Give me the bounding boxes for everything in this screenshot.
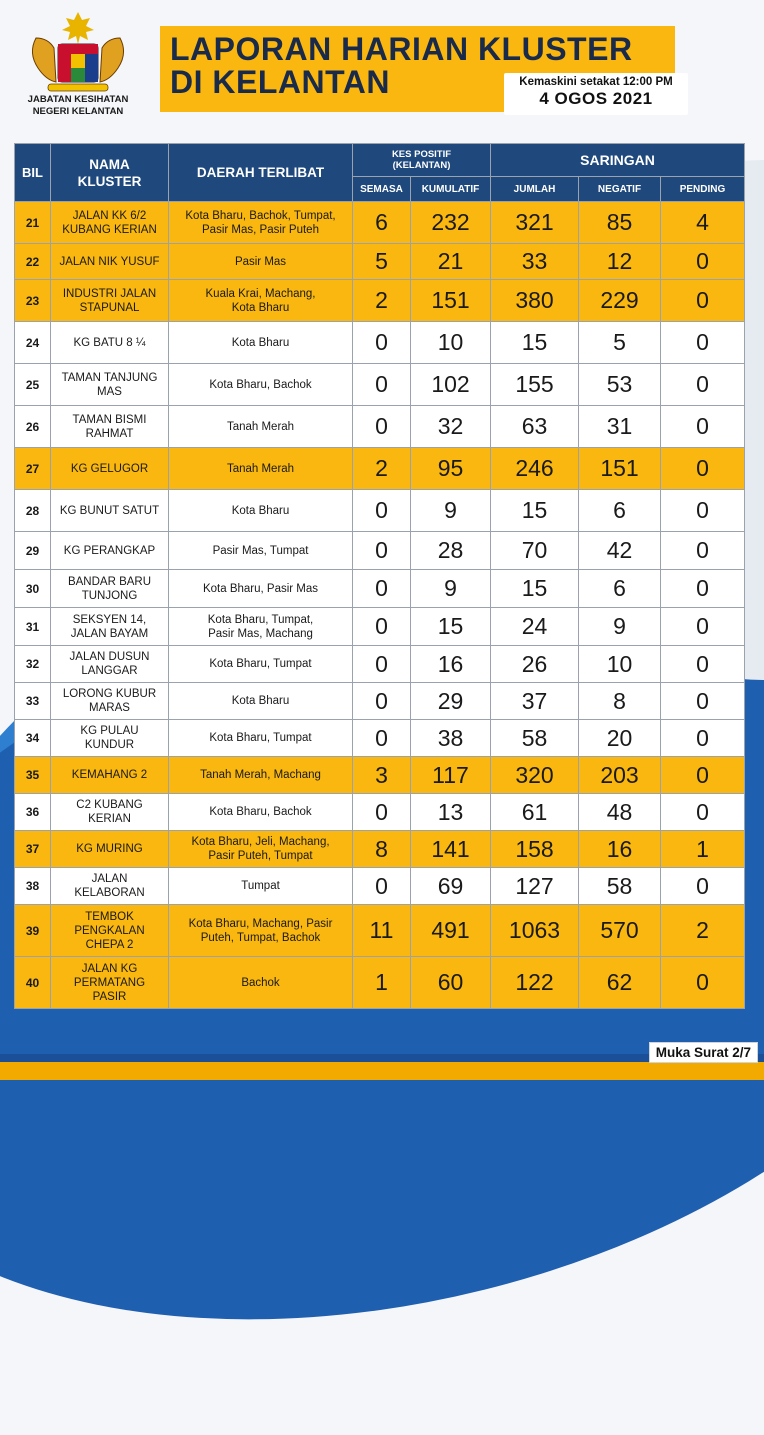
cluster-name-line: PERMATANG: [73, 976, 146, 989]
cell-bil: 31: [15, 608, 51, 646]
cell-bil: 29: [15, 532, 51, 570]
cluster-name-line: KEMAHANG 2: [71, 769, 148, 781]
cluster-name-line: JALAN: [91, 873, 128, 885]
table-row: [15, 794, 745, 831]
table-row: [15, 608, 745, 646]
cluster-name-line: PASIR: [92, 990, 127, 1003]
table-row: [15, 905, 745, 957]
cell-nama-kluster: [51, 646, 169, 683]
cell-jumlah: 158: [491, 831, 579, 868]
district-line: Kuala Krai, Machang,: [205, 287, 316, 300]
cell-semasa: 0: [353, 364, 411, 406]
district-line: Kota Bharu, Tumpat,: [207, 613, 314, 626]
cluster-name-line: KG PULAU: [80, 725, 139, 737]
cell-pending: 0: [661, 406, 745, 448]
cluster-name-line: JALAN NIK YUSUF: [59, 255, 160, 268]
district-line: Bachok: [241, 976, 280, 989]
cluster-name-line: TAMAN TANJUNG: [61, 371, 158, 384]
cell-kumulatif: 38: [411, 720, 491, 757]
cell-jumlah: 127: [491, 868, 579, 905]
cell-daerah: [169, 322, 353, 364]
district-line: Tanah Merah: [226, 462, 295, 475]
header-nama-line2: KLUSTER: [77, 173, 142, 189]
cell-semasa: 5: [353, 244, 411, 280]
cell-daerah: [169, 364, 353, 406]
cell-jumlah: 15: [491, 490, 579, 532]
header-jumlah: JUMLAH: [491, 177, 579, 202]
table-row: [15, 646, 745, 683]
cluster-name-line: MARAS: [89, 702, 130, 714]
cell-semasa: 0: [353, 683, 411, 720]
cell-nama-kluster: [51, 757, 169, 794]
cell-nama-kluster: [51, 406, 169, 448]
cell-semasa: 0: [353, 570, 411, 608]
cell-negatif: 6: [579, 490, 661, 532]
cell-daerah: [169, 720, 353, 757]
cell-bil: 34: [15, 720, 51, 757]
table-row: [15, 364, 745, 406]
district-line: Kota Bharu, Tumpat: [209, 732, 312, 744]
cluster-name-line: KG BATU 8 ¼: [73, 336, 146, 349]
cluster-name-line: KERIAN: [88, 813, 131, 825]
cell-nama-kluster: [51, 280, 169, 322]
cell-jumlah: 15: [491, 322, 579, 364]
cell-pending: 0: [661, 322, 745, 364]
district-line: Kota Bharu: [231, 336, 290, 349]
cell-jumlah: 122: [491, 957, 579, 1009]
cell-pending: 0: [661, 757, 745, 794]
cell-kumulatif: 141: [411, 831, 491, 868]
district-line: Kota Bharu, Bachok: [209, 806, 312, 818]
cluster-name-line: LANGGAR: [81, 665, 138, 677]
update-date: 4 OGOS 2021: [539, 89, 653, 108]
cell-semasa: 11: [353, 905, 411, 957]
cell-negatif: 10: [579, 646, 661, 683]
district-line: Puteh, Tumpat, Bachok: [200, 931, 321, 944]
header-semasa: SEMASA: [353, 177, 411, 202]
cell-nama-kluster: [51, 608, 169, 646]
cluster-name-line: TUNJONG: [81, 589, 138, 602]
table-row: [15, 202, 745, 244]
cell-jumlah: 246: [491, 448, 579, 490]
cluster-name-line: JALAN KK 6/2: [72, 209, 147, 222]
cluster-name-line: KG GELUGOR: [70, 462, 149, 475]
cell-nama-kluster: [51, 490, 169, 532]
cell-daerah: [169, 570, 353, 608]
cluster-name-line: CHEPA 2: [85, 938, 134, 951]
cell-pending: 1: [661, 831, 745, 868]
cell-jumlah: 58: [491, 720, 579, 757]
cluster-name-line: KELABORAN: [74, 887, 145, 899]
cluster-name-line: JALAN BAYAM: [70, 627, 149, 640]
cell-kumulatif: 232: [411, 202, 491, 244]
header-saringan: SARINGAN: [491, 144, 745, 177]
table-row: [15, 280, 745, 322]
cluster-name-line: KG MURING: [76, 843, 143, 855]
cell-nama-kluster: [51, 364, 169, 406]
cell-pending: 0: [661, 608, 745, 646]
table-row: [15, 532, 745, 570]
cell-bil: 30: [15, 570, 51, 608]
cell-kumulatif: 16: [411, 646, 491, 683]
cell-negatif: 16: [579, 831, 661, 868]
cell-kumulatif: 13: [411, 794, 491, 831]
cell-negatif: 229: [579, 280, 661, 322]
cell-daerah: [169, 757, 353, 794]
cell-semasa: 8: [353, 831, 411, 868]
cell-jumlah: 26: [491, 646, 579, 683]
cell-semasa: 0: [353, 868, 411, 905]
cluster-name-line: BANDAR BARU: [67, 575, 152, 588]
cell-nama-kluster: [51, 448, 169, 490]
header-kes-positif: [353, 144, 491, 177]
cell-jumlah: 380: [491, 280, 579, 322]
bottom-stripe-yellow: [0, 1062, 764, 1080]
cell-daerah: [169, 957, 353, 1009]
cell-daerah: [169, 646, 353, 683]
table-header-row: [15, 144, 745, 177]
cell-kumulatif: 95: [411, 448, 491, 490]
cell-daerah: [169, 794, 353, 831]
cell-daerah: [169, 490, 353, 532]
cell-semasa: 2: [353, 448, 411, 490]
cell-jumlah: 61: [491, 794, 579, 831]
header-kumulatif: KUMULATIF: [411, 177, 491, 202]
cell-bil: 26: [15, 406, 51, 448]
cell-nama-kluster: [51, 720, 169, 757]
table-row: [15, 406, 745, 448]
table-row: [15, 322, 745, 364]
cell-jumlah: 321: [491, 202, 579, 244]
coat-of-arms-logo: [18, 8, 138, 93]
cell-nama-kluster: [51, 570, 169, 608]
cluster-name-line: TAMAN BISMI: [72, 413, 147, 426]
district-line: Kota Bharu: [231, 301, 290, 314]
cell-pending: 0: [661, 720, 745, 757]
cell-daerah: [169, 280, 353, 322]
cell-kumulatif: 28: [411, 532, 491, 570]
table-row: [15, 448, 745, 490]
cell-semasa: 0: [353, 720, 411, 757]
header-bil: BIL: [15, 144, 51, 202]
header-pending: PENDING: [661, 177, 745, 202]
header-daerah: DAERAH TERLIBAT: [169, 144, 353, 202]
cell-semasa: 0: [353, 794, 411, 831]
cell-kumulatif: 9: [411, 490, 491, 532]
cell-daerah: [169, 202, 353, 244]
cell-nama-kluster: [51, 831, 169, 868]
cell-nama-kluster: [51, 957, 169, 1009]
cell-semasa: 6: [353, 202, 411, 244]
table-row: [15, 757, 745, 794]
table-row: [15, 570, 745, 608]
cell-pending: 0: [661, 646, 745, 683]
cluster-table: [14, 143, 745, 1009]
district-line: Tanah Merah: [226, 420, 295, 433]
cluster-name-line: MAS: [97, 385, 122, 398]
cell-kumulatif: 60: [411, 957, 491, 1009]
cluster-name-line: JALAN KG: [81, 962, 138, 975]
cell-kumulatif: 117: [411, 757, 491, 794]
cell-negatif: 42: [579, 532, 661, 570]
report-header: [0, 0, 764, 140]
cluster-name-line: KG BUNUT SATUT: [59, 504, 160, 517]
cluster-name-line: RAHMAT: [85, 427, 134, 440]
cell-nama-kluster: [51, 244, 169, 280]
table-row: [15, 490, 745, 532]
cell-pending: 0: [661, 490, 745, 532]
table-row: [15, 868, 745, 905]
cell-semasa: 2: [353, 280, 411, 322]
page-number: Muka Surat 2/7: [649, 1042, 758, 1063]
district-line: Kota Bharu: [231, 504, 290, 517]
cell-kumulatif: 491: [411, 905, 491, 957]
district-line: Kota Bharu, Machang, Pasir: [188, 917, 333, 930]
district-line: Pasir Puteh, Tumpat: [208, 850, 313, 862]
cell-pending: 0: [661, 448, 745, 490]
cluster-name-line: PENGKALAN: [74, 924, 145, 937]
cell-nama-kluster: [51, 905, 169, 957]
cell-negatif: 62: [579, 957, 661, 1009]
cluster-name-line: INDUSTRI JALAN: [62, 287, 157, 300]
cell-semasa: 0: [353, 322, 411, 364]
cell-bil: 40: [15, 957, 51, 1009]
district-line: Pasir Mas, Pasir Puteh: [202, 223, 319, 236]
district-line: Pasir Mas, Tumpat: [212, 544, 309, 557]
cell-negatif: 20: [579, 720, 661, 757]
cell-pending: 0: [661, 570, 745, 608]
cell-negatif: 85: [579, 202, 661, 244]
cell-negatif: 5: [579, 322, 661, 364]
cell-bil: 27: [15, 448, 51, 490]
update-info-box: [504, 73, 688, 115]
cluster-name-line: KG PERANGKAP: [63, 544, 156, 557]
cell-daerah: [169, 868, 353, 905]
district-line: Tanah Merah, Machang: [200, 769, 321, 781]
table-body: [15, 202, 745, 1009]
district-line: Kota Bharu, Tumpat: [209, 658, 312, 670]
cell-bil: 33: [15, 683, 51, 720]
cell-bil: 23: [15, 280, 51, 322]
cell-daerah: [169, 532, 353, 570]
cluster-name-line: TEMBOK: [85, 910, 134, 923]
cell-negatif: 151: [579, 448, 661, 490]
district-line: Kota Bharu, Pasir Mas: [202, 582, 319, 595]
cell-negatif: 570: [579, 905, 661, 957]
cell-jumlah: 320: [491, 757, 579, 794]
header-kes-line1: KES POSITIF: [391, 149, 452, 160]
cell-pending: 0: [661, 244, 745, 280]
cell-jumlah: 63: [491, 406, 579, 448]
cell-kumulatif: 10: [411, 322, 491, 364]
cell-semasa: 0: [353, 608, 411, 646]
cell-negatif: 12: [579, 244, 661, 280]
cluster-name-line: STAPUNAL: [79, 301, 140, 314]
header-nama-line1: NAMA: [89, 156, 130, 172]
cell-negatif: 6: [579, 570, 661, 608]
cell-nama-kluster: [51, 868, 169, 905]
table-row: [15, 720, 745, 757]
cell-daerah: [169, 244, 353, 280]
cell-kumulatif: 29: [411, 683, 491, 720]
cell-pending: 0: [661, 532, 745, 570]
cell-bil: 38: [15, 868, 51, 905]
cell-bil: 35: [15, 757, 51, 794]
cell-pending: 0: [661, 794, 745, 831]
cell-bil: 24: [15, 322, 51, 364]
cell-daerah: [169, 831, 353, 868]
cell-jumlah: 70: [491, 532, 579, 570]
cluster-name-line: JALAN DUSUN: [69, 651, 150, 663]
cell-bil: 36: [15, 794, 51, 831]
cluster-name-line: C2 KUBANG: [76, 799, 143, 811]
cell-semasa: 3: [353, 757, 411, 794]
cell-bil: 22: [15, 244, 51, 280]
cell-bil: 21: [15, 202, 51, 244]
cell-nama-kluster: [51, 202, 169, 244]
cell-negatif: 48: [579, 794, 661, 831]
cell-negatif: 203: [579, 757, 661, 794]
cell-pending: 0: [661, 683, 745, 720]
cell-daerah: [169, 448, 353, 490]
district-line: Kota Bharu, Bachok: [209, 378, 312, 391]
cell-semasa: 0: [353, 532, 411, 570]
cell-bil: 28: [15, 490, 51, 532]
cluster-name-line: KUNDUR: [84, 739, 135, 751]
table-row: [15, 831, 745, 868]
cell-jumlah: 37: [491, 683, 579, 720]
cluster-name-line: SEKSYEN 14,: [72, 613, 147, 626]
cell-pending: 0: [661, 868, 745, 905]
cell-jumlah: 1063: [491, 905, 579, 957]
district-line: Kota Bharu, Jeli, Machang,: [191, 836, 330, 848]
district-line: Kota Bharu, Bachok, Tumpat,: [185, 209, 336, 222]
cell-pending: 0: [661, 280, 745, 322]
cell-kumulatif: 9: [411, 570, 491, 608]
district-line: Kota Bharu: [231, 695, 290, 707]
cell-negatif: 53: [579, 364, 661, 406]
cell-kumulatif: 69: [411, 868, 491, 905]
header-negatif: NEGATIF: [579, 177, 661, 202]
cell-negatif: 58: [579, 868, 661, 905]
cell-pending: 0: [661, 364, 745, 406]
cell-jumlah: 155: [491, 364, 579, 406]
cell-jumlah: 15: [491, 570, 579, 608]
cluster-name-line: KUBANG KERIAN: [62, 223, 157, 236]
cell-semasa: 0: [353, 490, 411, 532]
cell-semasa: 0: [353, 406, 411, 448]
cell-nama-kluster: [51, 683, 169, 720]
cell-pending: 0: [661, 957, 745, 1009]
cell-kumulatif: 151: [411, 280, 491, 322]
district-line: Tumpat: [241, 880, 280, 892]
department-line2: NEGERI KELANTAN: [32, 106, 124, 117]
department-line1: JABATAN KESIHATAN: [27, 94, 129, 105]
cell-kumulatif: 102: [411, 364, 491, 406]
cell-daerah: [169, 608, 353, 646]
cell-kumulatif: 15: [411, 608, 491, 646]
cell-bil: 32: [15, 646, 51, 683]
cell-negatif: 8: [579, 683, 661, 720]
cell-bil: 25: [15, 364, 51, 406]
table-row: [15, 957, 745, 1009]
department-name: [10, 94, 146, 118]
header-kes-line2: (KELANTAN): [392, 160, 451, 171]
table-row: [15, 244, 745, 280]
cell-jumlah: 24: [491, 608, 579, 646]
cell-nama-kluster: [51, 322, 169, 364]
cell-jumlah: 33: [491, 244, 579, 280]
district-line: Pasir Mas: [234, 255, 287, 268]
cell-pending: 4: [661, 202, 745, 244]
district-line: Pasir Mas, Machang: [208, 627, 313, 640]
cell-negatif: 9: [579, 608, 661, 646]
cell-kumulatif: 21: [411, 244, 491, 280]
update-label: Kemaskini setakat 12:00 PM: [519, 76, 673, 88]
title-line2: DI KELANTAN: [170, 64, 390, 100]
cell-daerah: [169, 683, 353, 720]
cell-nama-kluster: [51, 794, 169, 831]
cell-daerah: [169, 406, 353, 448]
cell-semasa: 0: [353, 646, 411, 683]
cell-nama-kluster: [51, 532, 169, 570]
header-nama-kluster: [51, 144, 169, 202]
cluster-name-line: LORONG KUBUR: [62, 688, 157, 700]
cell-pending: 2: [661, 905, 745, 957]
cell-bil: 37: [15, 831, 51, 868]
cell-daerah: [169, 905, 353, 957]
cell-negatif: 31: [579, 406, 661, 448]
cell-semasa: 1: [353, 957, 411, 1009]
table-row: [15, 683, 745, 720]
title-line1: LAPORAN HARIAN KLUSTER: [170, 31, 633, 67]
cell-bil: 39: [15, 905, 51, 957]
cell-kumulatif: 32: [411, 406, 491, 448]
